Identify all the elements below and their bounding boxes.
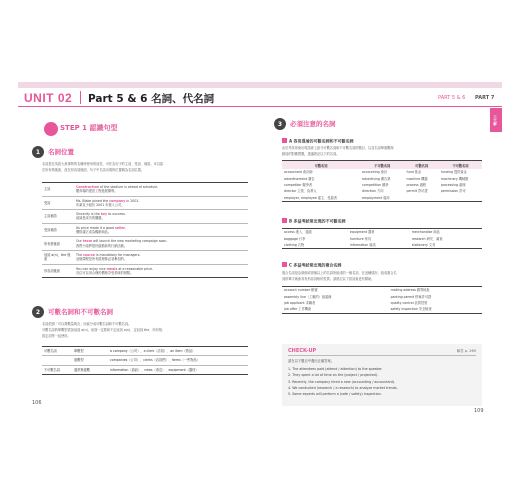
highlight-word: course — [82, 252, 95, 257]
example-pre: Our — [76, 239, 83, 244]
example-translation: 布萊克小姐於 2001 年進入公司。 — [76, 202, 125, 207]
table-row: competitor 競爭者 competition 競爭 process 過程 processing 處理 — [284, 182, 466, 187]
table-row — [42, 356, 248, 365]
unit-label: UNIT 02 — [24, 91, 73, 105]
row-example — [74, 196, 248, 210]
side-tab[interactable]: 三大解 — [490, 108, 502, 132]
highlight-word: meals — [106, 266, 118, 271]
page-number-right: 109 — [474, 408, 484, 414]
group-label: 可數名詞 — [42, 347, 72, 356]
header-rule — [18, 106, 502, 107]
row-label: 形容詞後面 — [42, 264, 74, 278]
example-translation: 價格讓它成為暢銷商品。 — [76, 230, 112, 235]
column-header: 不可數名詞 — [439, 161, 482, 170]
table-row: employer, employee 雇主、受雇者 employment 雇用 — [282, 195, 482, 202]
answer-reference[interactable]: 解答 p. 269 — [456, 349, 476, 353]
row-example — [74, 223, 248, 237]
part-nav-current[interactable]: PART 5 & 6 — [438, 95, 466, 101]
subsection-a-title: A 容易混淆的可數名詞和不可數名詞 — [282, 138, 354, 145]
example-pre: Its price made it a good — [76, 225, 115, 230]
example-translation: 這個課程是所有經理都必須參加的。 — [76, 257, 127, 262]
right-page — [274, 116, 484, 414]
table-row — [42, 196, 248, 210]
table-row: advertisement 廣告 advertising 廣告業 machine 機器 machinery 機械類 — [284, 176, 469, 181]
section-intro-line-1: 名詞是在英語大意事物的名稱時使用的詞性，可作為句子的主詞、受詞、補語。可以當 — [42, 162, 164, 166]
section-intro-line-3: 指定詞等一起使用。 — [42, 334, 71, 338]
table-row: job offer 工作機會 safety inspection 安全檢查 — [282, 306, 482, 313]
column-header: 可數名詞 — [404, 161, 438, 170]
table-row: assembly line（工廠的）組裝線 parking permit 停車許可證 — [284, 294, 432, 299]
highlight-word: Construction — [76, 185, 100, 189]
highlight-word: key — [100, 212, 108, 217]
column-header: 可數名詞 — [282, 161, 360, 170]
row-example — [74, 264, 248, 278]
check-up-box — [282, 344, 482, 406]
example-rest: at a reasonable price. — [117, 266, 153, 271]
step-badge-icon — [44, 122, 58, 136]
noun-position-table — [42, 182, 248, 278]
word-list: companies（公司）、clerks（店員們）、items（一些物品） — [108, 356, 248, 365]
table-row — [42, 183, 248, 197]
row-example — [74, 250, 248, 264]
check-up-item[interactable]: 5. Some experts will perform a (safe / safety) inspection. — [288, 392, 382, 397]
row-label: 主詞補語 — [42, 210, 74, 224]
section-title-noun-position: 名詞位置 — [48, 148, 74, 156]
subsection-b-title: B 多益考試常出現的不可數名詞 — [282, 218, 345, 225]
example-pre: You can enjoy nice — [76, 266, 107, 271]
subsection-marker-icon — [282, 138, 287, 143]
example-rest: will launch the new marketing campaign soon. — [92, 239, 168, 244]
check-up-divider — [288, 355, 476, 356]
highlight-word: team — [82, 239, 93, 244]
group-label — [42, 356, 72, 365]
table-row: job applicant 求職者 quality control 品質控管 — [284, 300, 428, 305]
section-intro-line-2: 可數名詞的單數型需加冠詞 a(n)，前面一定要和不定冠詞 a(n)、定冠詞 the、所有格、 — [42, 328, 166, 332]
subsection-marker-icon — [282, 262, 287, 267]
example-translation: 各位可以用合理的價格享受美味的餐點。 — [76, 270, 134, 275]
row-label: 主詞 — [42, 183, 74, 197]
check-up-title: CHECK-UP — [288, 348, 317, 354]
section-title-caution-nouns: 必須注意的名詞 — [290, 120, 336, 128]
table-row: clothing 衣物 information 資訊 stationery 文具 — [282, 242, 482, 249]
section-intro-line-2: 在所有格後面，放在形容詞後面，句子中名詞出現的位置稿為名詞位置。 — [42, 168, 144, 172]
example-rest: of the stadium is ahead of schedule. — [99, 185, 159, 189]
word-list: a company（公司）、a clerk（店員）、an item（物品） — [108, 347, 248, 356]
check-up-list — [288, 366, 478, 397]
table-row: baggage 行李 furniture 家具 research 研究、調查 — [284, 236, 443, 241]
row-label: 所有格後面 — [42, 237, 74, 251]
highlight-word: company — [109, 198, 126, 203]
row-label: 受詞 — [42, 196, 74, 210]
example-translation: 誠誠是成功的關鍵。 — [76, 216, 105, 221]
left-page — [32, 116, 250, 406]
chapter-title: Part 5 & 6 名詞、代名詞 — [88, 93, 215, 105]
column-header: 不可數名詞 — [360, 161, 404, 170]
subsection-marker-icon — [282, 218, 287, 223]
example-pre: Ms. Blake joined the — [76, 198, 110, 203]
row-example — [74, 183, 248, 197]
section-number-1: 1 — [32, 146, 44, 158]
row-example — [74, 210, 248, 224]
book-spread — [18, 82, 502, 420]
step-label: STEP 1 認識句型 — [60, 124, 118, 132]
section-intro-line-1: 名詞依照「可以算數量與否」而區分成可數名詞和不可數名詞。 — [42, 322, 132, 326]
row-label: 受詞補語 — [42, 223, 74, 237]
row-label: 冠詞 a(n)、the 後面 — [42, 250, 74, 264]
table-row — [42, 223, 248, 237]
table-row — [42, 237, 248, 251]
section-title-countable: 可數名詞和不可數名詞 — [48, 308, 113, 316]
word-list: information（資訊）、news（消息）、equipment（器材） — [108, 365, 248, 374]
example-pre: The — [76, 252, 83, 257]
subsection-a-desc-1: 由於考試常會出現語意上區分可數名詞和不可數名詞的題目，以及名詞單複數與 — [282, 146, 394, 150]
table-row — [42, 347, 248, 356]
subsection-c-desc-1: 複合名詞是由兩個或兩個以上的名詞所組成的一個名詞，在這種情況，組成複合名 — [282, 271, 397, 275]
subsection-a-desc-2: 動詞的對應問題，建議熟記以下的名詞。 — [282, 152, 340, 156]
example-rest: in 2001. — [125, 198, 140, 203]
example-rest: is mandatory for managers. — [94, 252, 141, 257]
part-nav-next[interactable]: PART 7 — [475, 95, 495, 101]
kind-label: 複數型 — [72, 356, 108, 365]
row-example — [74, 237, 248, 251]
example-translation: 體育場的建設工程進展順利。 — [76, 189, 118, 194]
check-up-item[interactable]: 3. Recently, the company hired a new (accounting / accountant). — [288, 379, 396, 384]
section-number-3: 3 — [274, 118, 286, 130]
example-rest: . — [124, 225, 126, 230]
page-number-left: 106 — [32, 400, 42, 406]
highlight-word: seller — [114, 225, 125, 230]
table-row — [42, 210, 248, 224]
uncountable-nouns-table — [282, 228, 482, 249]
table-row: director 主管、負責人 direction 方向 permit 許可證 permission 許可 — [284, 189, 466, 194]
table-row: access 進入、通道 equipment 器材 merchandise 商品 — [282, 229, 482, 236]
section-number-2: 2 — [32, 306, 44, 318]
example-translation: 我們小組將很快啟動新的行銷活動。 — [76, 243, 127, 248]
group-label: 不可數名詞 — [42, 365, 72, 374]
check-up-item[interactable]: 1. The attendees paid (attend / attention) to the speaker. — [288, 367, 383, 371]
subsection-c-desc-2: 詞的單字就會具有形容詞般的性質。請熟記以下語詞會更有幫助。 — [282, 277, 375, 281]
table-row — [42, 250, 248, 264]
kind-label: 通常無複數 — [72, 365, 108, 374]
confusable-nouns-table — [282, 160, 482, 202]
top-band — [18, 82, 502, 88]
table-row — [42, 365, 248, 374]
header-divider — [80, 91, 81, 104]
table-row — [42, 264, 248, 278]
table-row: account number 帳號 mailing address 郵寄地址 — [282, 287, 482, 294]
subsection-c-title: C 多益考試常出現的複合名詞 — [282, 262, 341, 269]
example-pre: Sincerity is the — [76, 212, 101, 217]
check-up-item[interactable]: 2. They spent a lot of time on the (project / projected). — [288, 373, 379, 378]
check-up-item[interactable]: 4. We conducted (research / a research) to analyze market trends. — [288, 385, 398, 390]
kind-label: 單數型 — [72, 347, 108, 356]
compound-nouns-table — [282, 286, 482, 314]
table-row: accountant 會計師 accounting 會計 fund 基金 funding 提供資金 — [284, 170, 467, 175]
countable-table — [42, 346, 248, 375]
check-up-instruction: 請在以下題目中選出正確答案。 — [288, 359, 335, 363]
example-rest: to success. — [107, 212, 126, 217]
